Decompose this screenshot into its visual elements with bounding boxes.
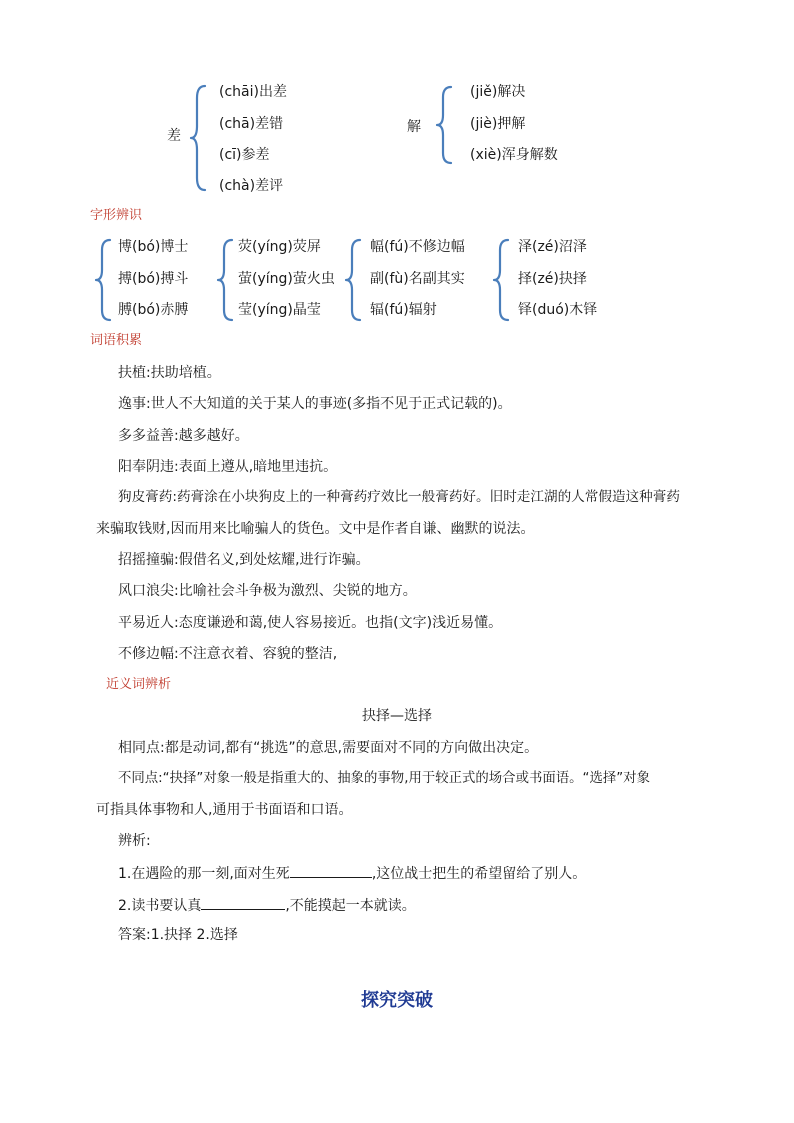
question-2-text-before: 2.读书要认真	[118, 898, 202, 914]
polyphone-item: (chā)差错	[219, 116, 284, 132]
polyphone-item: (jiě)解决	[470, 84, 526, 100]
glyph-item: 择(zé)抉择	[518, 271, 587, 287]
question-1-text-after: ,这位战士把生的希望留给了别人。	[371, 866, 587, 882]
glyph-item: 萤(yíng)萤火虫	[238, 271, 335, 287]
section-heading-vocab: 词语积累	[90, 333, 143, 348]
analysis-label: 辨析:	[118, 833, 151, 849]
vocab-entry: 平易近人:态度谦逊和蔼,使人容易接近。也指(文字)浅近易懂。	[118, 615, 503, 631]
brace-icon	[436, 85, 454, 165]
vocab-entry: 阳奉阴违:表面上遵从,暗地里违抗。	[118, 459, 338, 475]
glyph-item: 莹(yíng)晶莹	[238, 302, 321, 318]
question-2-text-after: ,不能摸起一本就读。	[285, 898, 416, 914]
vocab-entry: 多多益善:越多越好。	[118, 428, 249, 444]
glyph-item: 泽(zé)沼泽	[518, 239, 587, 255]
polyphone-char-jie: 解	[407, 119, 421, 135]
glyph-item: 搏(bó)搏斗	[118, 271, 189, 287]
polyphone-item: (xiè)浑身解数	[470, 147, 558, 163]
polyphone-item: (chāi)出差	[219, 84, 287, 100]
vocab-entry: 扶植:扶助培植。	[118, 365, 221, 381]
glyph-item: 荧(yíng)荧屏	[238, 239, 321, 255]
glyph-item: 幅(fú)不修边幅	[370, 239, 465, 255]
synonym-pair-title: 抉择—选择	[362, 708, 432, 724]
polyphone-item: (cī)参差	[219, 147, 270, 163]
polyphone-item: (jiè)押解	[470, 116, 526, 132]
synonym-diff-continued: 可指具体事物和人,通用于书面语和口语。	[96, 802, 353, 818]
question-1	[118, 865, 586, 881]
answer-blank[interactable]	[290, 865, 372, 878]
synonym-diff: 不同点:“抉择”对象一般是指重大的、抽象的事物,用于较正式的场合或书面语。“选择”对象	[118, 771, 650, 786]
vocab-entry: 风口浪尖:比喻社会斗争极为激烈、尖锐的地方。	[118, 583, 417, 599]
vocab-entry: 狗皮膏药:药膏涂在小块狗皮上的一种膏药疗效比一般膏药好。旧时走江湖的人常假造这种膏药	[118, 489, 680, 505]
answer-text: 答案:1.抉择 2.选择	[118, 927, 238, 943]
polyphone-item: (chà)差评	[219, 178, 284, 194]
brace-icon	[218, 238, 234, 322]
section-heading-glyph: 字形辨识	[90, 208, 143, 223]
brace-icon	[494, 238, 510, 322]
brace-icon	[190, 84, 208, 192]
question-2	[118, 897, 416, 913]
polyphone-char-cha: 差	[167, 128, 181, 144]
glyph-item: 博(bó)博士	[118, 239, 189, 255]
glyph-item: 副(fù)名副其实	[370, 271, 465, 287]
brace-icon	[346, 238, 362, 322]
section-title: 探究突破	[361, 990, 433, 1011]
glyph-item: 膊(bó)赤膊	[118, 302, 189, 318]
vocab-entry: 逸事:世人不大知道的关于某人的事迹(多指不见于正式记载的)。	[118, 396, 512, 412]
answer-blank[interactable]	[201, 897, 285, 910]
vocab-entry: 招摇撞骗:假借名义,到处炫耀,进行诈骗。	[118, 552, 370, 568]
synonym-same: 相同点:都是动词,都有“挑选”的意思,需要面对不同的方向做出决定。	[118, 740, 539, 756]
glyph-item: 辐(fú)辐射	[370, 302, 437, 318]
vocab-entry: 不修边幅:不注意衣着、容貌的整洁,	[118, 646, 338, 662]
glyph-item: 铎(duó)木铎	[518, 302, 598, 318]
vocab-entry-continued: 来骗取钱财,因而用来比喻骗人的货色。文中是作者自谦、幽默的说法。	[96, 521, 535, 537]
question-1-text-before: 1.在遇险的那一刻,面对生死	[118, 866, 290, 882]
section-heading-synonym: 近义词辨析	[106, 677, 172, 692]
brace-icon	[96, 238, 112, 322]
